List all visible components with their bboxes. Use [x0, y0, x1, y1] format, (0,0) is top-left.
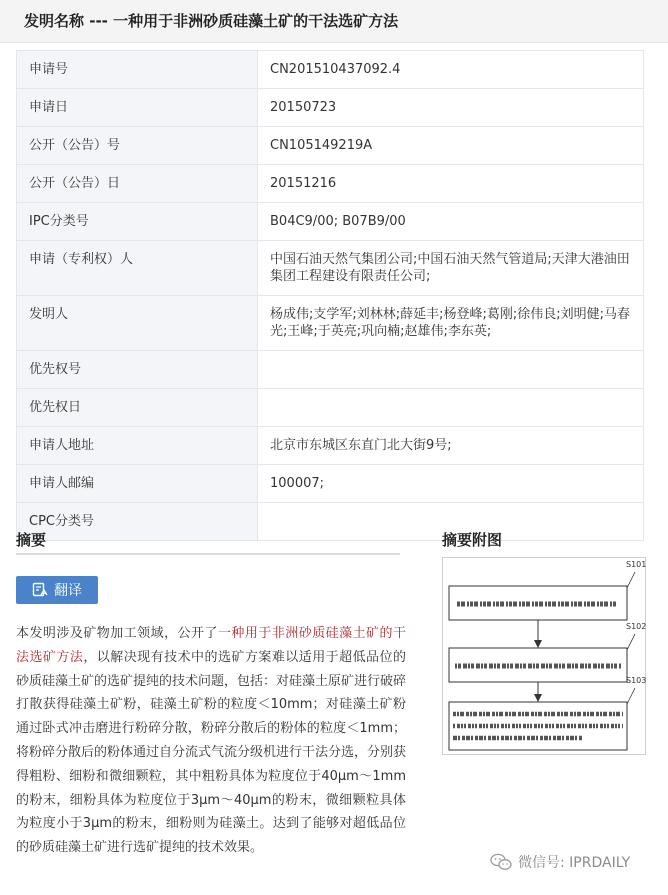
figure-heading: 摘要附图 [442, 531, 503, 549]
step-label-3: S103 [626, 676, 647, 685]
info-table [16, 50, 644, 541]
row-label: CPC分类号 [17, 503, 258, 541]
row-label: IPC分类号 [17, 203, 258, 241]
table-row [17, 203, 644, 241]
row-label: 申请号 [17, 51, 258, 89]
table-row [17, 389, 644, 427]
row-label: 申请人地址 [17, 427, 258, 465]
abstract-text [16, 622, 406, 860]
row-label: 公开（公告）日 [17, 165, 258, 203]
abstract-highlight: 一种用于非洲砂质硅藻土矿的干法选矿方法 [16, 626, 406, 665]
row-value [258, 351, 644, 389]
row-value: 北京市东城区东直门北大街9号; [258, 427, 644, 465]
row-value: CN105149219A [258, 127, 644, 165]
row-value [258, 389, 644, 427]
row-value: CN201510437092.4 [258, 51, 644, 89]
table-row [17, 241, 644, 296]
row-value: 100007; [258, 465, 644, 503]
table-row [17, 89, 644, 127]
abstract-text-after: ，以解决现有技术中的选矿方案难以适用于超低品位的砂质硅藻土矿的选矿提纯的技术问题，包括：对硅藻土原矿进行破碎打散获得硅藻土矿粉，硅藻土矿粉的粒度＜10mm；对硅藻土矿粉通过卧式冲击磨进行粉碎分散，粉碎分散后的粉体的粒度＜1mm；将粉碎分散后的粉体通过自分流式气流分级机进行干法分选，分别获得粗粉、细粉和微细颗粒，其中粗粉具体为粒度位于40μm～1mm的粉末，细粉具体为粒度位于3μm～40μm的粉末，微细颗粒具体为粒度小于3μm的粉末，细粉则为硅藻土。达到了能够对超低品位的砂质硅藻土矿进行选矿提纯的技术效果。 [16, 649, 407, 856]
table-row [17, 296, 644, 351]
row-value: 杨成伟;支学军;刘林林;薛延丰;杨登峰;葛刚;徐伟良;刘明健;马春光;王峰;于英亮;巩向楠;赵雄伟;李东英; [258, 296, 644, 351]
flowchart-image [443, 558, 645, 754]
row-value: 20151216 [258, 165, 644, 203]
translate-icon [32, 582, 48, 598]
row-label: 申请（专利权）人 [17, 241, 258, 296]
table-row [17, 427, 644, 465]
page-title: 发明名称 --- 一种用于非洲砂质硅藻土矿的干法选矿方法 [24, 12, 399, 30]
row-label: 发明人 [17, 296, 258, 351]
row-value: 20150723 [258, 89, 644, 127]
translate-label: 翻译 [54, 583, 82, 599]
table-row [17, 351, 644, 389]
step-label-2: S102 [626, 622, 647, 631]
table-row [17, 127, 644, 165]
row-label: 优先权号 [17, 351, 258, 389]
step-label-1: S101 [626, 560, 647, 569]
title-bar [0, 0, 668, 43]
row-label: 优先权日 [17, 389, 258, 427]
row-value: B04C9/00; B07B9/00 [258, 203, 644, 241]
row-label: 公开（公告）号 [17, 127, 258, 165]
abstract-divider [16, 553, 400, 555]
row-label: 申请人邮编 [17, 465, 258, 503]
table-row [17, 51, 644, 89]
abstract-heading: 摘要 [16, 531, 47, 549]
abstract-figure [442, 557, 646, 755]
watermark-text: 微信号: IPRDAILY [518, 855, 631, 871]
row-value: 中国石油天然气集团公司;中国石油天然气管道局;天津大港油田集团工程建设有限责任公司; [258, 241, 644, 296]
row-label: 申请日 [17, 89, 258, 127]
wechat-icon [490, 853, 512, 871]
abstract-text-before: 本发明涉及矿物加工领域，公开了 [16, 626, 218, 641]
table-row [17, 465, 644, 503]
table-row [17, 165, 644, 203]
watermark [490, 852, 630, 872]
translate-button[interactable] [16, 576, 98, 604]
table-row [17, 503, 644, 541]
